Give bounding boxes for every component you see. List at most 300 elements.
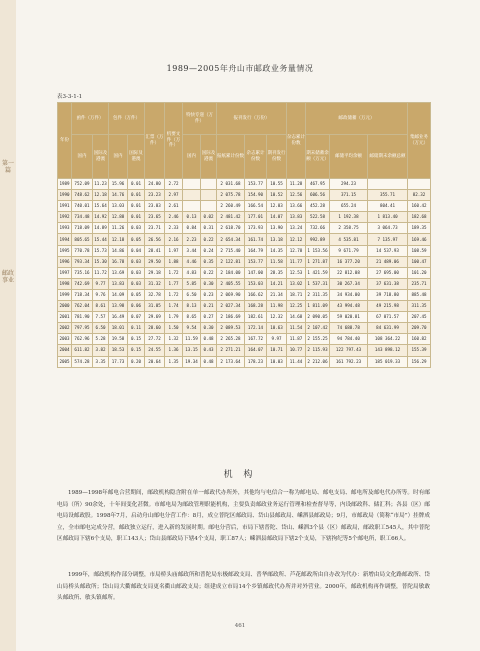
table-cell: 3.44: [183, 245, 201, 256]
table-cell: 0.30: [201, 278, 217, 289]
table-cell: 178.23: [245, 356, 267, 367]
table-cell: 164.79: [245, 245, 267, 256]
table-cell: 23.65: [145, 212, 165, 223]
col-year: 年份: [58, 103, 72, 179]
table-cell: 15.73: [93, 245, 109, 256]
table-cell: 1.32: [165, 334, 183, 345]
table-cell: 2 115.93: [306, 345, 330, 356]
table-cell: 23.23: [145, 190, 165, 201]
table-cell: 168.28: [245, 301, 267, 312]
table-cell: 12.18: [93, 190, 109, 201]
table-cell: 10.03: [267, 356, 287, 367]
table-row: [58, 301, 431, 312]
table-cell: 0.30: [201, 323, 217, 334]
table-cell: 0.07: [128, 312, 145, 323]
table-cell: 8.65: [183, 312, 201, 323]
table-row: [58, 289, 431, 300]
year-cell: 2004: [58, 345, 72, 356]
col-magazine-subs: 杂志累计份数: [287, 103, 306, 179]
table-cell: 12.56: [287, 190, 306, 201]
table-cell: 762.04: [72, 301, 93, 312]
table-cell: 1 153.56: [306, 245, 330, 256]
chapter-label: 第一篇: [2, 160, 15, 174]
table-cell: 5.28: [93, 334, 109, 345]
year-cell: 2005: [58, 356, 72, 367]
table-cell: 10.63: [267, 323, 287, 334]
table-cell: 1 271.87: [306, 256, 330, 267]
table-cell: 2 090.05: [306, 312, 330, 323]
col-remittance: 汇票（万件）: [145, 103, 165, 179]
col-letters: 函件（万件）: [72, 103, 109, 135]
side-tab: [0, 0, 16, 651]
table-cell: 4 535.81: [330, 234, 368, 245]
table-cell: 11.23: [93, 179, 109, 190]
table-cell: 13.18: [267, 234, 287, 245]
table-cell: 18.53: [109, 345, 128, 356]
table-cell: 748.62: [72, 190, 93, 201]
table-cell: 143 898.12: [368, 345, 408, 356]
table-cell: 21.34: [267, 289, 287, 300]
table-cell: 14.09: [109, 289, 128, 300]
table-cell: 13.83: [287, 212, 306, 223]
year-cell: 1994: [58, 234, 72, 245]
table-cell: 0.03: [128, 223, 145, 234]
table-cell: 11.59: [183, 334, 201, 345]
table-cell: 14.35: [267, 245, 287, 256]
table-cell: 10.71: [267, 345, 287, 356]
table-cell: 294.23: [330, 179, 368, 190]
table-cell: 13.15: [183, 345, 201, 356]
table-cell: 5.85: [183, 278, 201, 289]
table-cell: 11.98: [267, 301, 287, 312]
table-cell: 164.07: [245, 345, 267, 356]
col-remaining-total: 邮储期末余额总额: [368, 135, 408, 179]
table-cell: 12.12: [287, 234, 306, 245]
table-cell: 1 192.38: [330, 212, 368, 223]
table-cell: 18.71: [287, 289, 306, 300]
table-cell: 2 265.28: [217, 334, 245, 345]
table-cell: 9.54: [183, 323, 201, 334]
table-cell: 885.48: [408, 289, 431, 300]
table-cell: 1.36: [165, 345, 183, 356]
table-cell: 2 715.40: [217, 245, 245, 256]
table-cell: 13.24: [287, 223, 306, 234]
table-cell: 734.48: [72, 212, 93, 223]
table-cell: 155.39: [408, 345, 431, 356]
table-cell: 742.69: [72, 278, 93, 289]
col-sd-domestic: 国内: [183, 135, 201, 179]
table-cell: 2 212.06: [306, 356, 330, 367]
table-cell: 16 377.20: [330, 256, 368, 267]
col-magazine-cumulative: 杂志累计份数: [245, 135, 267, 179]
table-cell: 9 671.79: [330, 245, 368, 256]
table-cell: 2 155.25: [306, 334, 330, 345]
table-cell: 27.72: [145, 334, 165, 345]
table-cell: 4.46: [183, 256, 201, 267]
table-cell: 2 075.78: [217, 190, 245, 201]
table-cell: 167.72: [245, 334, 267, 345]
table-cell: 452.28: [306, 201, 330, 212]
table-cell: 39 718.80: [368, 289, 408, 300]
table-cell: 0.20: [128, 356, 145, 367]
col-year-avg-balance: 邮储平均余额: [330, 135, 368, 179]
table-cell: 2 089.53: [217, 323, 245, 334]
table-cell: 166.62: [245, 289, 267, 300]
table-cell: 992.89: [306, 234, 330, 245]
table-cell: 0.48: [201, 334, 217, 345]
table-cell: 2 184.00: [217, 267, 245, 278]
table-cell: 13.90: [267, 223, 287, 234]
table-cell: 94 784.40: [330, 334, 368, 345]
table-cell: 16.78: [109, 256, 128, 267]
table-cell: 8.13: [183, 301, 201, 312]
table-cell: 0.06: [128, 301, 145, 312]
table-cell: 24.80: [145, 179, 165, 190]
table-cell: 0.01: [128, 190, 145, 201]
table-cell: 4.83: [183, 267, 201, 278]
table-row: [58, 267, 431, 278]
year-cell: 1993: [58, 223, 72, 234]
col-special-delivery: 特快专递（万件）: [183, 103, 217, 135]
table-cell: 12.03: [267, 201, 287, 212]
table-cell: 2 031.68: [217, 179, 245, 190]
table-cell: 0.24: [201, 245, 217, 256]
table-cell: 0.48: [201, 356, 217, 367]
page-number: 461: [234, 623, 246, 629]
year-cell: 1997: [58, 267, 72, 278]
table-cell: 0.23: [201, 289, 217, 300]
table-cell: 11.77: [287, 256, 306, 267]
table-cell: 0.13: [183, 212, 201, 223]
table-cell: 718.34: [72, 289, 93, 300]
col-collection: 集邮业务（万元）: [408, 103, 431, 179]
table-cell: 22 812.08: [330, 267, 368, 278]
table-cell: 2 107.42: [306, 323, 330, 334]
table-cell: 804.41: [368, 201, 408, 212]
subject-label: 邮政事业: [2, 270, 15, 284]
table-row: [58, 245, 431, 256]
table-cell: 29.69: [145, 312, 165, 323]
table-cell: 11.58: [267, 256, 287, 267]
year-cell: 1990: [58, 190, 72, 201]
table-cell: 15.30: [93, 256, 109, 267]
table-cell: 735.16: [72, 267, 93, 278]
table-cell: 182.61: [245, 312, 267, 323]
table-cell: 0.03: [128, 278, 145, 289]
table-cell: 13.83: [109, 278, 128, 289]
table-cell: 371.15: [330, 190, 368, 201]
table-cell: 14.86: [109, 245, 128, 256]
table-cell: 7 135.97: [368, 234, 408, 245]
table-cell: 2 358.75: [330, 223, 368, 234]
table-cell: 740.01: [72, 201, 93, 212]
table-cell: 1 421.59: [306, 267, 330, 278]
table-cell: 6.50: [183, 289, 201, 300]
table-cell: 7.57: [93, 312, 109, 323]
table-cell: 467.95: [306, 179, 330, 190]
table-cell: 752.09: [72, 179, 93, 190]
table-cell: 32.78: [145, 289, 165, 300]
table-cell: [183, 201, 201, 212]
table-cell: 0.05: [128, 234, 145, 245]
table-cell: 2 271.21: [217, 345, 245, 356]
table-cell: 31.05: [145, 301, 165, 312]
table-row: [58, 345, 431, 356]
table-cell: 2.23: [183, 234, 201, 245]
table-cell: 805.65: [72, 234, 93, 245]
table-cell: 26.56: [145, 234, 165, 245]
year-cell: 1992: [58, 212, 72, 223]
table-cell: 12.88: [109, 212, 128, 223]
table-number: 表3-3-1-1: [57, 94, 83, 100]
table-cell: 21 489.06: [368, 256, 408, 267]
table-cell: 0.11: [128, 323, 145, 334]
table-cell: 17.73: [109, 356, 128, 367]
table-cell: 9.77: [93, 278, 109, 289]
table-cell: [201, 190, 217, 201]
table-cell: 2 260.49: [217, 201, 245, 212]
table-cell: 160.42: [408, 201, 431, 212]
table-cell: 12.25: [287, 301, 306, 312]
table-cell: 43 994.48: [330, 301, 368, 312]
table-cell: 2 173.64: [217, 356, 245, 367]
table-cell: 82.32: [408, 190, 431, 201]
table-cell: 235.71: [408, 278, 431, 289]
table-cell: 23.71: [145, 223, 165, 234]
table-cell: 3 064.73: [368, 223, 408, 234]
table-cell: [183, 190, 201, 201]
table-cell: 27 695.00: [368, 267, 408, 278]
table-cell: 3.82: [93, 345, 109, 356]
table-cell: 11.87: [287, 334, 306, 345]
table-cell: 12.78: [287, 245, 306, 256]
table-cell: 23.03: [145, 201, 165, 212]
table-cell: 1.74: [165, 301, 183, 312]
table-cell: 770.78: [72, 245, 93, 256]
table-cell: 161 792.23: [330, 356, 368, 367]
table-cell: 1.50: [165, 323, 183, 334]
table-cell: 1.72: [165, 289, 183, 300]
table-cell: 169.46: [408, 234, 431, 245]
table-cell: 1 537.31: [306, 278, 330, 289]
table-row: [58, 190, 431, 201]
table-cell: 10.55: [267, 179, 287, 190]
table-cell: 0.43: [201, 345, 217, 356]
year-cell: 1989: [58, 179, 72, 190]
table-cell: 0.04: [128, 245, 145, 256]
table-cell: 15.96: [109, 179, 128, 190]
body-paragraph: 1989—1998年邮电合营期间，邮政机构隐含附在单一邮政代办所外，其他均与电信合一称为邮电局、邮电支局、邮电所及邮电代办所等。时有邮电局（所）90余处，十年间变化甚微。市邮电局为邮政管理职能机构，主要负责邮政业务运行管理和检查督导等，内设邮政科、储汇科；各县（区）邮电局设邮政股。1998年7月，启动舟山邮电分营工作：8月，成立普陀区邮政局、岱山县邮政局、嵊泗县邮政局；9月，市邮政局（简称“市局”）挂牌成立，全市邮电完成分营，邮政独立运行，进入新的发展时期。邮电分营后，市局下辖普陀、岱山、嵊泗3个县（区）邮政局，邮政职工545人，其中普陀区邮政局下辖6个支局，职工143人；岱山县邮政局下辖4个支局，职工87人；嵊泗县邮政局下辖2个支局，下辖拘纪等5个邮电所，职工66人。: [57, 490, 430, 543]
table-row: [58, 278, 431, 289]
table-cell: 14 537.93: [368, 245, 408, 256]
table-cell: 2 481.42: [217, 212, 245, 223]
col-balance: 期末储蓄余额（万元）: [306, 135, 330, 179]
col-newspaper: 报刊发行（万份）: [217, 103, 287, 135]
table-cell: 13.66: [287, 201, 306, 212]
table-cell: 11.26: [109, 223, 128, 234]
table-cell: [201, 201, 217, 212]
table-cell: 0.21: [201, 301, 217, 312]
table-cell: 793.34: [72, 256, 93, 267]
table-cell: 11.72: [93, 267, 109, 278]
table-cell: 19.34: [183, 356, 201, 367]
table-cell: 11.44: [287, 356, 306, 367]
table-row: [58, 334, 431, 345]
table-cell: 2.46: [165, 212, 183, 223]
page-title: 1989—2005年舟山市邮政业务量情况: [166, 64, 314, 73]
year-cell: 1991: [58, 201, 72, 212]
section-heading: 机 构: [223, 470, 257, 480]
table-cell: 31.32: [145, 278, 165, 289]
table-cell: 0.01: [128, 201, 145, 212]
table-row: [58, 256, 431, 267]
table-row: [58, 201, 431, 212]
table-cell: 12.53: [287, 267, 306, 278]
table-cell: 13.02: [287, 278, 306, 289]
table-cell: 0.22: [201, 234, 217, 245]
table-cell: 28.41: [145, 245, 165, 256]
table-cell: 24.55: [145, 345, 165, 356]
table-cell: 16.49: [109, 312, 128, 323]
table-cell: 14.76: [109, 190, 128, 201]
table-cell: 67 071.57: [368, 312, 408, 323]
table-cell: 122 797.43: [330, 345, 368, 356]
table-cell: 100.47: [408, 256, 431, 267]
table-cell: 13.03: [109, 201, 128, 212]
table-cell: 29.18: [145, 267, 165, 278]
table-cell: 15.44: [93, 234, 109, 245]
year-cell: 2001: [58, 312, 72, 323]
table-cell: 9.76: [93, 289, 109, 300]
table-cell: 11.28: [287, 179, 306, 190]
col-magazine-issued: 期刊发行份数: [267, 135, 287, 179]
year-cell: 1999: [58, 289, 72, 300]
table-cell: [183, 179, 201, 190]
table-cell: 2.16: [165, 234, 183, 245]
table-cell: 522.58: [306, 212, 330, 223]
table-cell: 2 618.70: [217, 223, 245, 234]
table-cell: 0.84: [183, 223, 201, 234]
table-cell: 49 215.98: [368, 301, 408, 312]
table-cell: 28.35: [267, 267, 287, 278]
table-cell: 156.29: [408, 356, 431, 367]
table-cell: 154.90: [245, 190, 267, 201]
table-cell: 12.18: [109, 234, 128, 245]
table-cell: 2 069.90: [217, 289, 245, 300]
table-cell: 189.35: [408, 223, 431, 234]
table-cell: 147.00: [245, 267, 267, 278]
table-cell: 2 654.34: [217, 234, 245, 245]
table-cell: 2 405.55: [217, 278, 245, 289]
col-savings: 邮政储蓄（万元）: [306, 103, 408, 135]
table-cell: 153.03: [245, 278, 267, 289]
table-cell: 153.77: [245, 256, 267, 267]
table-cell: 6.50: [93, 323, 109, 334]
table-cell: 166.54: [245, 201, 267, 212]
table-cell: 28.60: [145, 323, 165, 334]
table-row: [58, 179, 431, 190]
table-cell: 153.77: [245, 179, 267, 190]
year-cell: 2003: [58, 334, 72, 345]
year-cell: 1995: [58, 245, 72, 256]
table-cell: [408, 179, 431, 190]
table-cell: 18.01: [109, 323, 128, 334]
table-cell: 0.01: [128, 212, 145, 223]
table-cell: 34 934.00: [330, 289, 368, 300]
table-cell: 0.01: [128, 179, 145, 190]
table-body: [58, 179, 431, 368]
table-cell: 10.52: [267, 190, 287, 201]
table-cell: 2.33: [165, 223, 183, 234]
col-parcels: 包件（万件）: [109, 103, 145, 135]
table-cell: 0.03: [128, 267, 145, 278]
table-cell: 1.77: [165, 278, 183, 289]
table-cell: 101.20: [408, 267, 431, 278]
table-cell: 30 267.34: [330, 278, 368, 289]
table-cell: 11.54: [287, 323, 306, 334]
table-cell: 606.56: [306, 190, 330, 201]
table-cell: 0.05: [128, 289, 145, 300]
table-cell: 2 122.81: [217, 256, 245, 267]
table-cell: 15.64: [93, 201, 109, 212]
col-letters-domestic: 国内: [72, 135, 93, 179]
table-cell: 74 688.78: [330, 323, 368, 334]
table-cell: 207.45: [408, 312, 431, 323]
table-cell: 1 813.40: [368, 212, 408, 223]
table-row: [58, 356, 431, 367]
table-cell: 1.97: [165, 245, 183, 256]
table-cell: 718.09: [72, 223, 93, 234]
table-cell: 209.70: [408, 323, 431, 334]
table-cell: 0.22: [201, 267, 217, 278]
table-cell: 14.92: [93, 212, 109, 223]
table-cell: 611.82: [72, 345, 93, 356]
col-newspaper-cumulative: 报纸累计份数: [217, 135, 245, 179]
col-parcels-domestic: 国内: [109, 135, 128, 179]
table-cell: 160.82: [408, 334, 431, 345]
year-cell: 2000: [58, 301, 72, 312]
col-sd-intl: 国际及港澳: [201, 135, 217, 179]
table-cell: 20.64: [145, 356, 165, 367]
table-cell: 12.32: [267, 312, 287, 323]
table-cell: 14.07: [267, 212, 287, 223]
table-cell: 3.35: [93, 356, 109, 367]
table-cell: 9.97: [267, 334, 287, 345]
table-cell: 797.95: [72, 323, 93, 334]
table-cell: 0.31: [201, 223, 217, 234]
table-cell: 1.79: [165, 312, 183, 323]
table-cell: 2 311.35: [306, 289, 330, 300]
table-cell: 1.88: [165, 256, 183, 267]
table-cell: 172.14: [245, 323, 267, 334]
year-cell: 1998: [58, 278, 72, 289]
table-cell: 0.02: [201, 212, 217, 223]
table-cell: 14.89: [93, 223, 109, 234]
table-cell: 108.59: [408, 245, 431, 256]
table-cell: 84 631.99: [368, 323, 408, 334]
table-cell: 59 020.81: [330, 312, 368, 323]
postal-stats-table: [57, 102, 431, 368]
table-cell: 762.96: [72, 334, 93, 345]
table-cell: 8.61: [93, 301, 109, 312]
table-cell: 14.21: [267, 278, 287, 289]
col-confidential: 机要文件（万件）: [165, 103, 183, 179]
table-cell: 2.97: [165, 190, 183, 201]
table-cell: 1.72: [165, 267, 183, 278]
table-cell: 2 186.69: [217, 312, 245, 323]
table-cell: 0.27: [201, 312, 217, 323]
table-cell: 2.61: [165, 201, 183, 212]
